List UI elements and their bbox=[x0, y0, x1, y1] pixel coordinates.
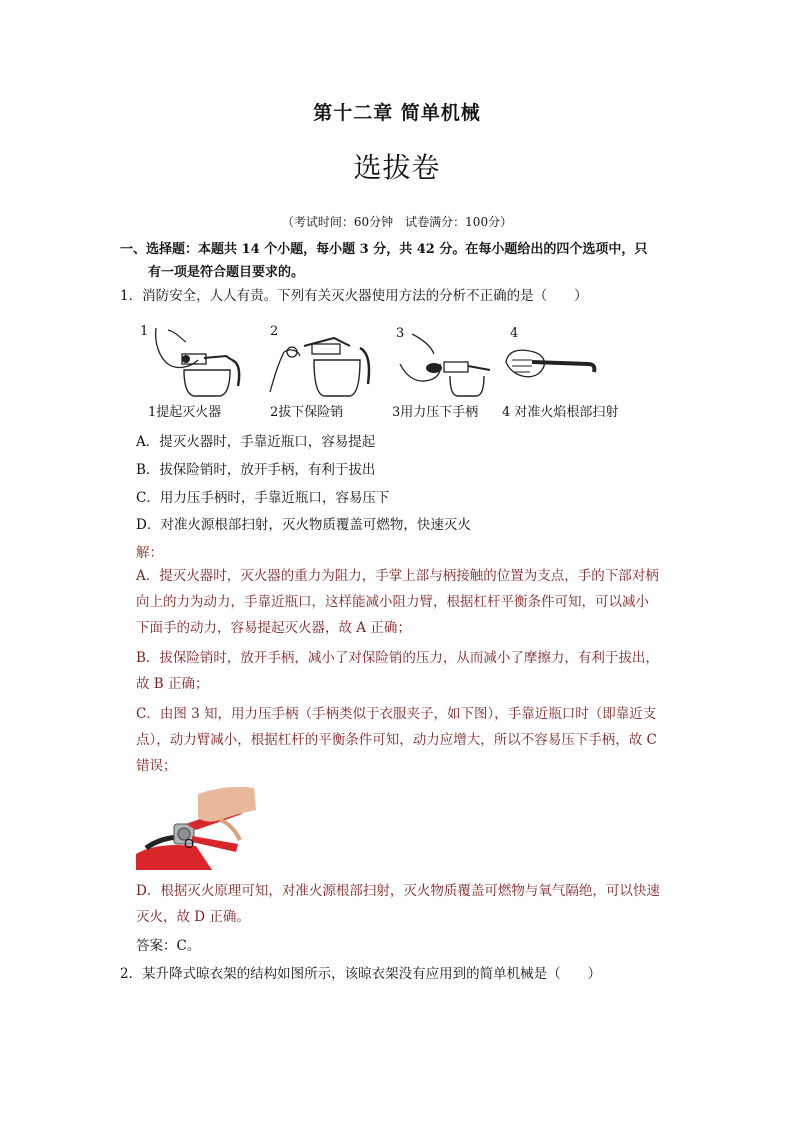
figure-2-number: 2 bbox=[270, 324, 279, 339]
figure-3-drawing bbox=[390, 324, 500, 396]
figure-1-number: 1 bbox=[140, 324, 149, 339]
extinguisher-photo-drawing bbox=[136, 784, 256, 870]
page-title: 第十二章 简单机械 bbox=[313, 102, 481, 124]
figure-4-drawing bbox=[502, 332, 602, 392]
solution-label: 解： bbox=[136, 545, 163, 561]
figure-1-drawing bbox=[146, 324, 246, 396]
option-c: C．用力压手柄时，手靠近瓶口，容易压下 bbox=[136, 490, 390, 506]
figure-2-caption: 2拔下保险销 bbox=[270, 405, 344, 420]
solution-b-line2: 故 B 正确； bbox=[136, 676, 209, 692]
solution-d-line2: 灭火，故 D 正确。 bbox=[136, 909, 250, 925]
solution-a bbox=[136, 563, 679, 641]
solution-c-line1: C．由图 3 知，用力压手柄（手柄类似于衣服夹子，如下图），手靠近瓶口时（即靠近支 bbox=[136, 706, 657, 722]
figure-3-caption: 3用力压下手柄 bbox=[392, 405, 479, 420]
figure-4-number: 4 bbox=[510, 326, 519, 341]
exam-info: （考试时间：60分钟 试卷满分：100分） bbox=[281, 215, 513, 229]
figure-2 bbox=[264, 322, 379, 422]
option-d: D．对准火源根部扫射，灭火物质覆盖可燃物，快速灭火 bbox=[136, 517, 471, 533]
question-1-stem: 1．消防安全，人人有责。下列有关灭火器使用方法的分析不正确的是（ ） bbox=[120, 288, 588, 304]
figure-1-caption: 1提起灭火器 bbox=[148, 405, 222, 420]
figure-2-drawing bbox=[264, 324, 379, 396]
fulcrum-label: O bbox=[184, 836, 195, 851]
section-heading-line1: 一、选择题：本题共 14 个小题，每小题 3 分，共 42 分。在每小题给出的四个选项中，只 bbox=[120, 242, 648, 257]
figure-1 bbox=[136, 322, 246, 422]
answer: 答案：C。 bbox=[136, 938, 201, 954]
option-b: B．拔保险销时，放开手柄，有利于拔出 bbox=[136, 462, 376, 478]
section-heading bbox=[120, 238, 680, 284]
figure-4-caption: 4 对准火焰根部扫射 bbox=[502, 405, 619, 420]
solution-d-line1: D．根据灭火原理可知，对准火源根部扫射，灭火物质覆盖可燃物与氧气隔绝，可以快速 bbox=[136, 883, 660, 899]
solution-c-line2: 点），动力臂减小，根据杠杆的平衡条件可知，动力应增大，所以不容易压下手柄，故 C bbox=[136, 732, 657, 748]
solution-a-line3: 下面手的动力，容易提起灭火器，故 A 正确； bbox=[136, 620, 411, 636]
figure-4 bbox=[502, 322, 652, 422]
figure-3-number: 3 bbox=[396, 326, 405, 341]
solution-c-line3: 错误； bbox=[136, 758, 177, 774]
section-heading-line2: 有一项是符合题目要求的。 bbox=[148, 265, 305, 280]
question-2-stem: 2．某升降式晾衣架的结构如图所示，该晾衣架没有应用到的简单机械是（ ） bbox=[120, 966, 602, 982]
question-1-figure bbox=[136, 322, 656, 422]
figure-3 bbox=[390, 322, 500, 422]
extinguisher-photo bbox=[136, 784, 256, 870]
solution-a-line1: A．提灭火器时，灭火器的重力为阻力，手掌上部与柄接触的位置为支点，手的下部对柄 bbox=[136, 568, 659, 584]
solution-b-line1: B．拔保险销时，放开手柄，减小了对保险销的压力，从而减小了摩擦力，有利于拔出， bbox=[136, 650, 659, 666]
solution-b bbox=[136, 645, 679, 697]
solution-a-line2: 向上的力为动力，手靠近瓶口，这样能减小阻力臂，根据杠杆平衡条件可知，可以减小 bbox=[136, 594, 649, 610]
option-a: A．提灭火器时，手靠近瓶口，容易提起 bbox=[136, 434, 376, 450]
page-subtitle: 选拔卷 bbox=[353, 151, 441, 184]
solution-d bbox=[136, 878, 679, 930]
solution-c bbox=[136, 701, 679, 779]
